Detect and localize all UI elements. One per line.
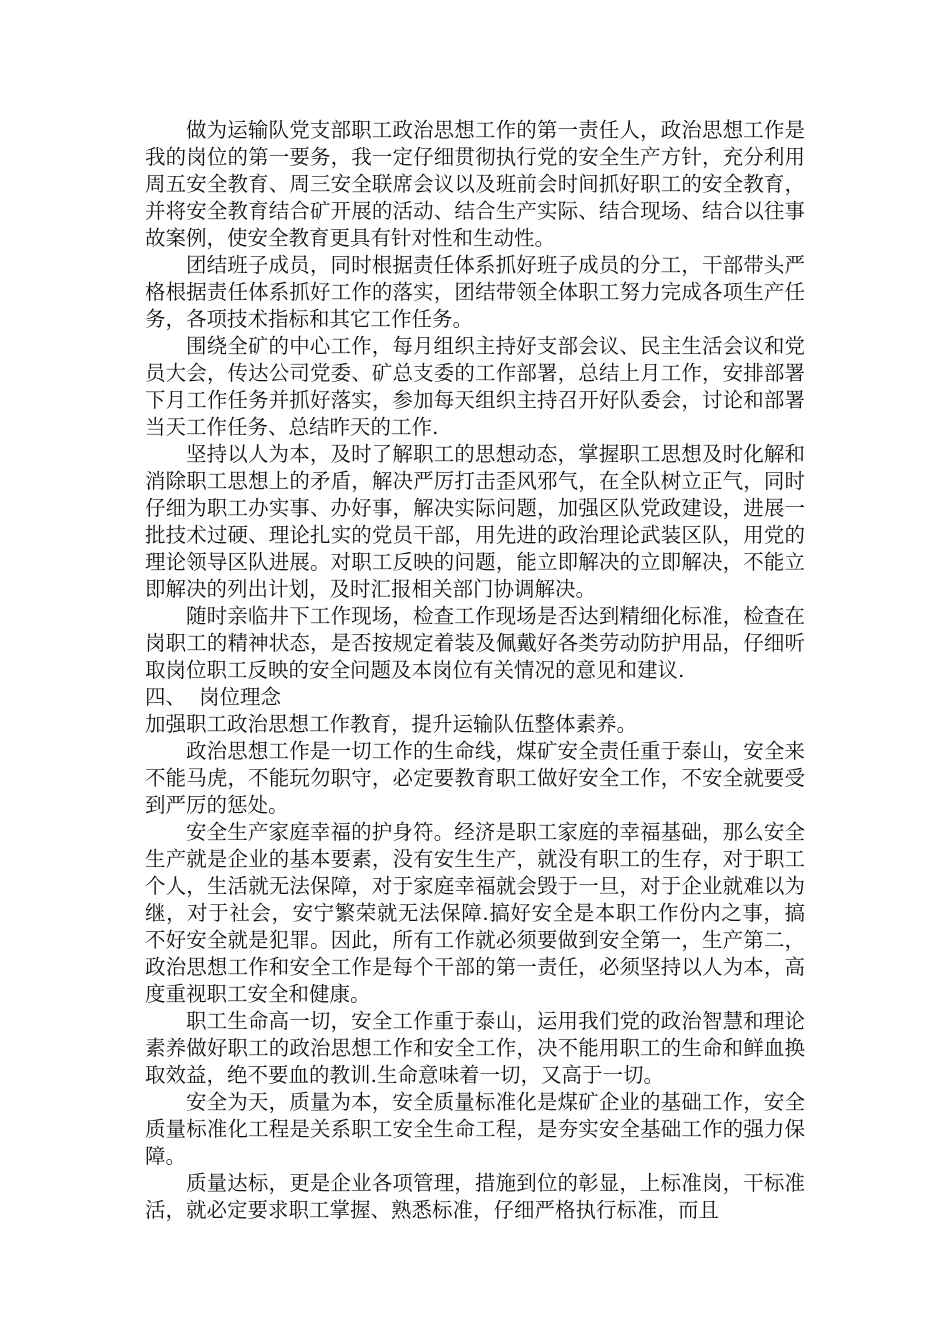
paragraph-team-unity: 团结班子成员，同时根据责任体系抓好班子成员的分工，干部带头严格根据责任体系抓好工作的落实，团结带领全体职工努力完成各项生产任务，各项技术指标和其它工作任务。 [145,253,805,331]
paragraph-site-inspection: 随时亲临井下工作现场，检查工作现场是否达到精细化标准，检查在岗职工的精神状态，是否按规定着装及佩戴好各类劳动防护用品，仔细听取岗位职工反映的安全问题及本岗位有关情况的意见和建议. [145,604,805,682]
paragraph-lifeline: 政治思想工作是一切工作的生命线，煤矿安全责任重于泰山，安全来不能马虎，不能玩勿职守，必定要教育职工做好安全工作，不安全就要受到严厉的惩处。 [145,739,805,817]
paragraph-quality-compliance: 质量达标，更是企业各项管理，措施到位的彰显，上标准岗，干标准活，就必定要求职工掌握、熟悉标准，仔细严格执行标准，而且 [145,1171,805,1222]
document-body [145,117,805,1224]
paragraph-quality-standard: 安全为天，质量为本，安全质量标准化是煤矿企业的基础工作，安全质量标准化工程是关系职工安全生命工程，是夯实安全基础工作的强力保障。 [145,1090,805,1168]
paragraph-people-oriented: 坚持以人为本，及时了解职工的思想动态，掌握职工思想及时化解和消除职工思想上的矛盾，解决严厉打击歪风邪气，在全队树立正气，同时仔细为职工办实事、办好事，解决实际问题，加强区队党政建设，进展一批技术过硬、理论扎实的党员干部，用先进的政治理论武装区队，用党的理论领导区队进展。对职工反映的问题，能立即解决的立即解决，不能立即解决的列出计划，及时汇报相关部门协调解决。 [145,442,805,601]
paragraph-concept-summary: 加强职工政治思想工作教育，提升运输队伍整体素养。 [145,712,637,736]
paragraph-family-happiness: 安全生产家庭幸福的护身符。经济是职工家庭的幸福基础，那么安全生产就是企业的基本要素，没有安生生产，就没有职工的生存，对于职工个人，生活就无法保障，对于家庭幸福就会毁于一旦，对于企业就难以为继，对于社会，安宁繁荣就无法保障.搞好安全是本职工作份内之事，搞不好安全就是犯罪。因此，所有工作就必须要做到安全第一，生产第二，政治思想工作和安全工作是每个干部的第一责任，必须坚持以人为本，高度重视职工安全和健康。 [145,820,805,1006]
paragraph-life-first: 职工生命高一切，安全工作重于泰山，运用我们党的政治智慧和理论素养做好职工的政治思想工作和安全工作，决不能用职工的生命和鲜血换取效益，绝不要血的教训.生命意味着一切，又高于一切。 [145,1009,805,1087]
section-heading-post-concept: 四、 岗位理念 [145,685,282,709]
paragraph-central-work: 围绕全矿的中心工作，每月组织主持好支部会议、民主生活会议和党员大会，传达公司党委、矿总支委的工作部署，总结上月工作，安排部署下月工作任务并抓好落实，参加每天组织主持召开好队委会，讨论和部署当天工作任务、总结昨天的工作. [145,334,805,439]
paragraph-responsibility: 做为运输队党支部职工政治思想工作的第一责任人，政治思想工作是我的岗位的第一要务，我一定仔细贯彻执行党的安全生产方针，充分利用周五安全教育、周三安全联席会议以及班前会时间抓好职工的安全教育，并将安全教育结合矿开展的活动、结合生产实际、结合现场、结合以往事故案例，使安全教育更具有针对性和生动性。 [145,118,805,250]
